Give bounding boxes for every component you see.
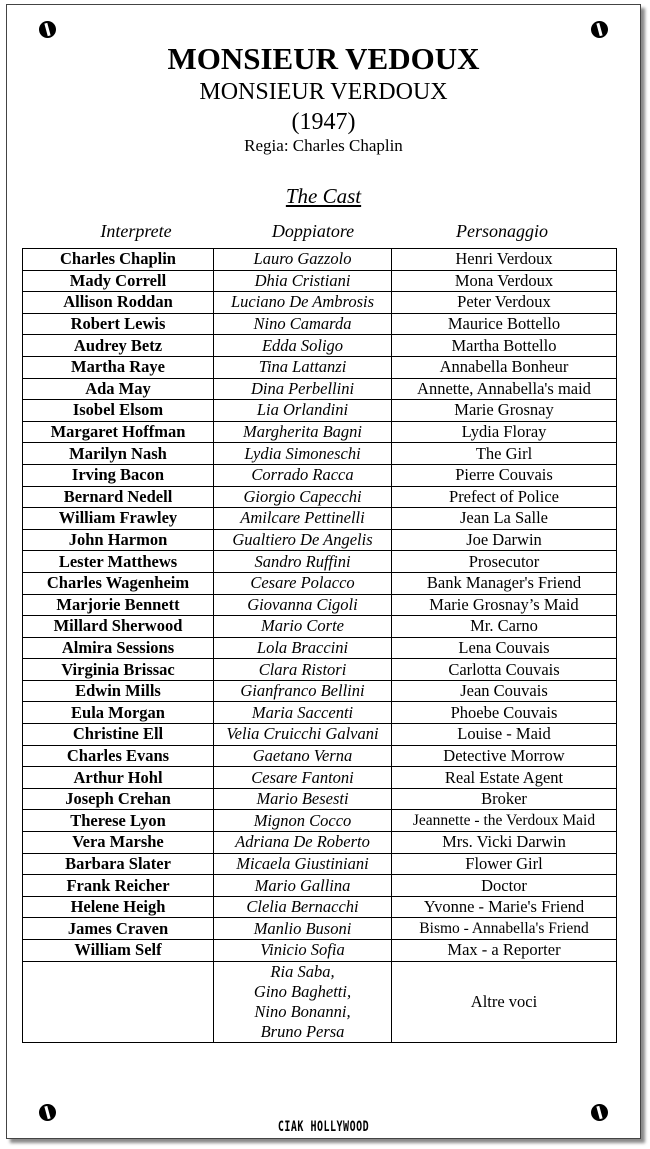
actor-name: Arthur Hohl [23,767,214,789]
extra-voices-row [23,961,617,1042]
character-name: Martha Bottello [392,335,617,357]
character-name: Annette, Annabella's maid [392,378,617,400]
actor-name: Robert Lewis [23,313,214,335]
cast-row [23,292,617,314]
character-name: Maurice Bottello [392,313,617,335]
character-name: Joe Darwin [392,529,617,551]
actor-name: Frank Reicher [23,875,214,897]
extra-voices-dubbers [214,961,392,1042]
extra-voice-dubber: Bruno Persa [260,1021,345,1041]
actor-name: Barbara Slater [23,853,214,875]
actor-name: Ada May [23,378,214,400]
column-header-dubber: Doppiatore [271,221,355,241]
dubber-name: Lola Braccini [214,637,392,659]
dubber-name: Edda Soligo [214,335,392,357]
actor-name: Allison Roddan [23,292,214,314]
character-name: Lena Couvais [392,637,617,659]
character-name: Mona Verdoux [392,270,617,292]
film-title: MONSIEUR VEDOUX [167,41,480,76]
character-name: Marie Grosnay [392,400,617,422]
character-name: Pierre Couvais [392,464,617,486]
dubber-name: Margherita Bagni [214,421,392,443]
extra-voice-dubber: Ria Saba, [270,961,335,981]
actor-name: Margaret Hoffman [23,421,214,443]
actor-name: Lester Matthews [23,551,214,573]
character-name: Prefect of Police [392,486,617,508]
screw-bottom-right-icon [591,1104,608,1121]
actor-name: Charles Wagenheim [23,572,214,594]
cast-row [23,724,617,746]
cast-row [23,896,617,918]
actor-name: Bernard Nedell [23,486,214,508]
dubber-name: Mario Besesti [214,788,392,810]
cast-row [23,788,617,810]
cast-row [23,421,617,443]
character-name: Detective Morrow [392,745,617,767]
character-name: Annabella Bonheur [392,356,617,378]
character-name: The Girl [392,443,617,465]
dubber-name: Gaetano Verna [214,745,392,767]
screw-top-right-icon [591,21,608,38]
actor-name: Irving Bacon [23,464,214,486]
dubber-name: Adriana De Roberto [214,832,392,854]
cast-row [23,637,617,659]
character-name: Jeannette - the Verdoux Maid [392,810,617,832]
dubber-name: Luciano De Ambrosis [214,292,392,314]
extra-voice-dubber: Gino Baghetti, [253,981,352,1001]
dubber-name: Mario Corte [214,616,392,638]
actor-name: Charles Evans [23,745,214,767]
cast-heading: The Cast [285,184,362,208]
cast-row [23,486,617,508]
cast-row [23,594,617,616]
dubber-name: Dhia Cristiani [214,270,392,292]
dubber-name: Velia Cruicchi Galvani [214,724,392,746]
actor-name: Therese Lyon [23,810,214,832]
cast-row [23,508,617,530]
cast-row [23,875,617,897]
actor-name: Marjorie Bennett [23,594,214,616]
dubber-name: Maria Saccenti [214,702,392,724]
actor-name: John Harmon [23,529,214,551]
cast-row [23,270,617,292]
character-name: Yvonne - Marie's Friend [392,896,617,918]
character-name: Jean Couvais [392,680,617,702]
character-name: Broker [392,788,617,810]
cast-row [23,680,617,702]
actor-name: Charles Chaplin [23,249,214,271]
actor-name: Eula Morgan [23,702,214,724]
dubber-name: Lia Orlandini [214,400,392,422]
actor-name: Isobel Elsom [23,400,214,422]
ciak-hollywood-logo: CIAK HOLLYWOOD [277,1119,370,1136]
character-name: Real Estate Agent [392,767,617,789]
cast-row [23,378,617,400]
cast-row [23,400,617,422]
character-name: Louise - Maid [392,724,617,746]
dubber-name: Giovanna Cigoli [214,594,392,616]
actor-name: William Self [23,940,214,962]
character-name: Carlotta Couvais [392,659,617,681]
dubber-name: Amilcare Pettinelli [214,508,392,530]
cast-row [23,356,617,378]
character-name: Max - a Reporter [392,940,617,962]
cast-row [23,745,617,767]
dubber-name: Cesare Polacco [214,572,392,594]
dubber-name: Vinicio Sofia [214,940,392,962]
cast-row [23,853,617,875]
original-title: MONSIEUR VERDOUX [199,79,448,105]
actor-name: Vera Marshe [23,832,214,854]
character-name: Bank Manager's Friend [392,572,617,594]
screw-bottom-left-icon [39,1104,56,1121]
character-name: Henri Verdoux [392,249,617,271]
actor-name: Audrey Betz [23,335,214,357]
extra-voices-actor-cell [23,961,214,1042]
character-name: Doctor [392,875,617,897]
dubber-name: Nino Camarda [214,313,392,335]
cast-row [23,940,617,962]
dubber-name: Lydia Simoneschi [214,443,392,465]
dubber-name: Cesare Fantoni [214,767,392,789]
dubber-name: Micaela Giustiniani [214,853,392,875]
character-name: Lydia Floray [392,421,617,443]
cast-row [23,249,617,271]
column-header-actor: Interprete [100,221,172,241]
actor-name: Millard Sherwood [23,616,214,638]
character-name: Marie Grosnay’s Maid [392,594,617,616]
cast-row [23,702,617,724]
dubber-name: Dina Perbellini [214,378,392,400]
actor-name: William Frawley [23,508,214,530]
character-name: Jean La Salle [392,508,617,530]
dubber-name: Giorgio Capecchi [214,486,392,508]
actor-name: Christine Ell [23,724,214,746]
character-name: Mr. Carno [392,616,617,638]
actor-name: Helene Heigh [23,896,214,918]
dubber-name: Lauro Gazzolo [214,249,392,271]
dubber-name: Corrado Racca [214,464,392,486]
extra-voices-character: Altre voci [392,961,617,1042]
cast-row [23,551,617,573]
director-credit: Regia: Charles Chaplin [244,136,403,155]
cast-row [23,443,617,465]
character-name: Bismo - Annabella's Friend [392,918,617,940]
cast-row [23,313,617,335]
cast-row [23,616,617,638]
character-name: Prosecutor [392,551,617,573]
character-name: Phoebe Couvais [392,702,617,724]
cast-row [23,918,617,940]
dubber-name: Gianfranco Bellini [214,680,392,702]
dubber-name: Sandro Ruffini [214,551,392,573]
character-name: Flower Girl [392,853,617,875]
cast-row [23,335,617,357]
actor-name: Joseph Crehan [23,788,214,810]
dubber-name: Clelia Bernacchi [214,896,392,918]
cast-table-body [23,249,617,1043]
character-name: Mrs. Vicki Darwin [392,832,617,854]
cast-table [22,248,617,1043]
dubber-name: Tina Lattanzi [214,356,392,378]
cast-row [23,832,617,854]
cast-plaque [6,4,641,1139]
extra-voice-dubber: Nino Bonanni, [254,1001,351,1021]
actor-name: Almira Sessions [23,637,214,659]
dubber-name: Clara Ristori [214,659,392,681]
cast-row [23,767,617,789]
screw-top-left-icon [39,21,56,38]
column-header-character: Personaggio [456,221,548,241]
dubber-name: Mario Gallina [214,875,392,897]
cast-row [23,572,617,594]
dubber-name: Mignon Cocco [214,810,392,832]
cast-row [23,659,617,681]
actor-name: Marilyn Nash [23,443,214,465]
character-name: Peter Verdoux [392,292,617,314]
actor-name: Martha Raye [23,356,214,378]
dubber-name: Gualtiero De Angelis [214,529,392,551]
actor-name: Virginia Brissac [23,659,214,681]
cast-row [23,464,617,486]
actor-name: Edwin Mills [23,680,214,702]
dubber-name: Manlio Busoni [214,918,392,940]
cast-row [23,529,617,551]
actor-name: James Craven [23,918,214,940]
actor-name: Mady Correll [23,270,214,292]
cast-row [23,810,617,832]
release-year: (1947) [291,109,356,135]
